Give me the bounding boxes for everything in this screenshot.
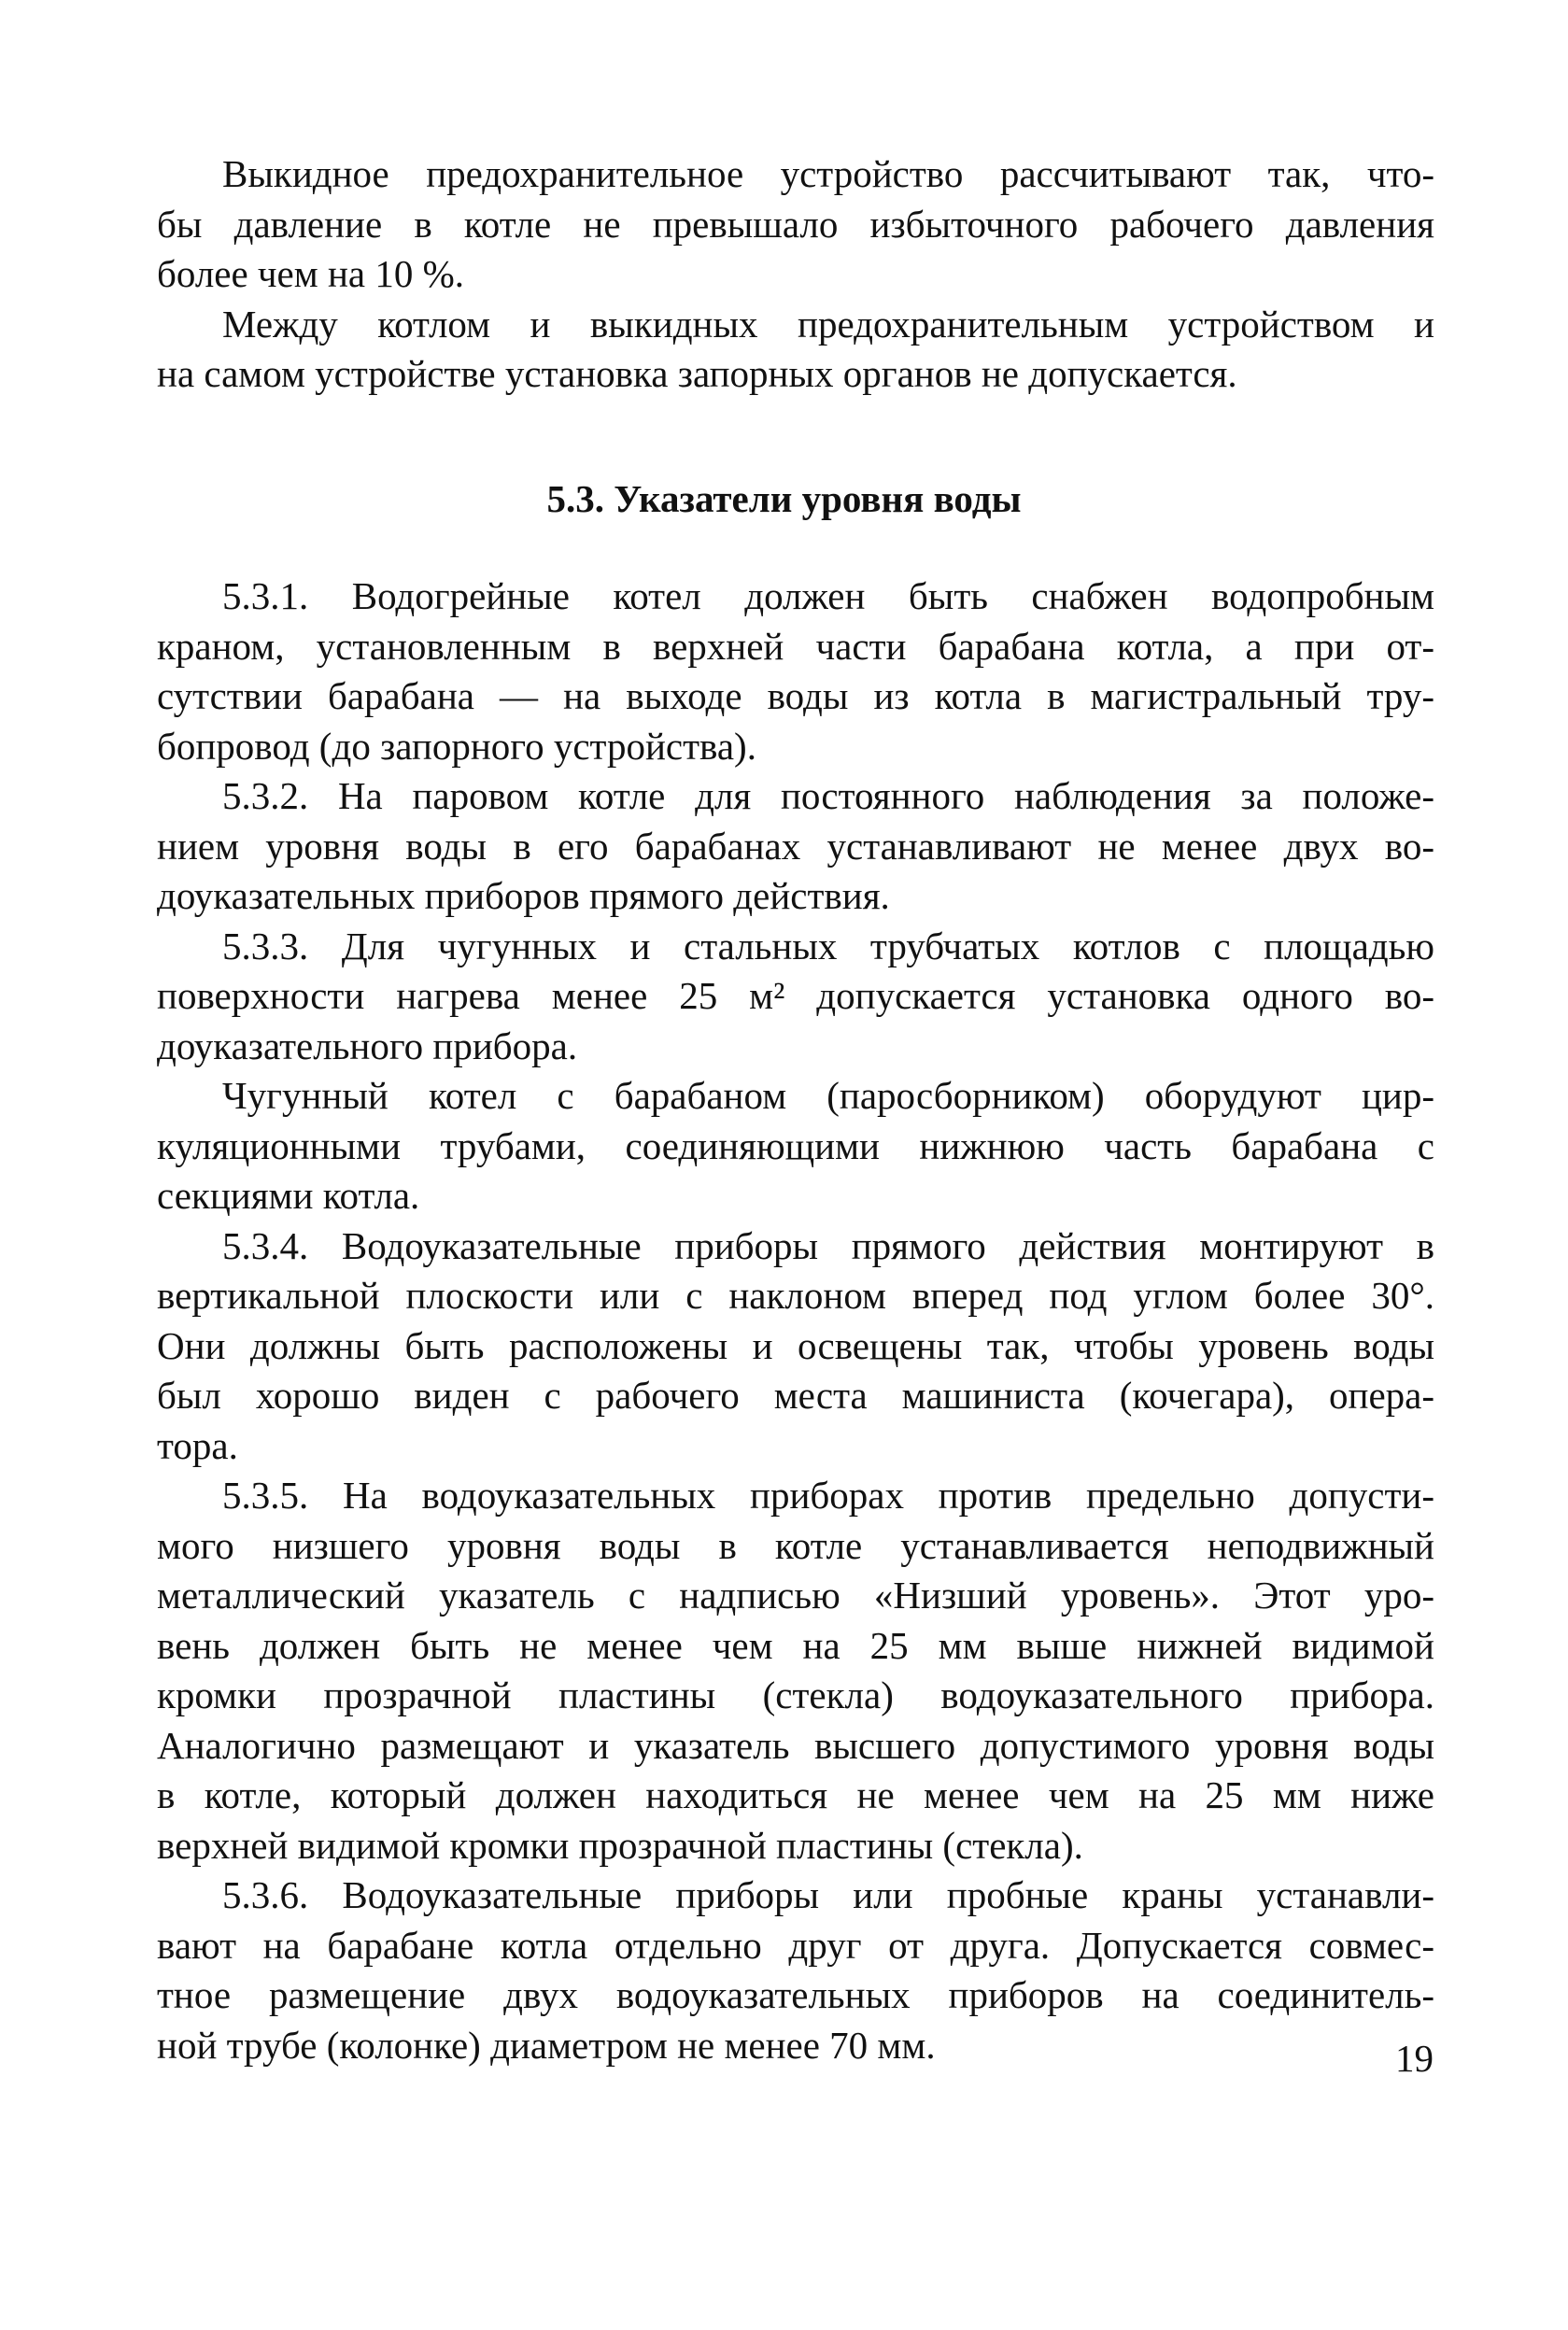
text-line: верхней видимой кромки прозрачной пластины (стекла).: [157, 1823, 1083, 1867]
text-line: тора.: [157, 1423, 238, 1467]
text-line: металлический указатель с надписью «Низший уровень». Этот уро-: [157, 1574, 1434, 1617]
text-line: мого низшего уровня воды в котле устанавливается неподвижный: [157, 1523, 1434, 1567]
text-line: вень должен быть не менее чем на 25 мм выше нижней видимой: [157, 1623, 1434, 1667]
text-line: Они должны быть расположены и освещены так, чтобы уровень воды: [157, 1323, 1434, 1367]
paragraph: [157, 1071, 1434, 1221]
page-number: 19: [1395, 2037, 1434, 2080]
section-body: [157, 572, 1434, 2070]
text-line: 5.3.6. Водоуказательные приборы или пробные краны устанавли-: [222, 1873, 1434, 1916]
paragraph: [157, 922, 1434, 1072]
text-line: 5.3.5. На водоуказательных приборах против предельно допусти-: [222, 1474, 1434, 1517]
paragraph: [157, 149, 1434, 300]
text-line: 5.3.2. На паровом котле для постоянного наблюдения за положе-: [222, 774, 1434, 817]
text-line: сутствии барабана — на выходе воды из котла в магистральный тру-: [157, 674, 1434, 717]
text-line: Аналогично размещают и указатель высшего допустимого уровня воды: [157, 1723, 1434, 1767]
paragraph: [157, 1221, 1434, 1472]
text-line: краном, установленным в верхней части барабана котла, а при от-: [157, 624, 1434, 668]
text-line: бопровод (до запорного устройства).: [157, 724, 756, 768]
paragraph: [157, 1471, 1434, 1871]
text-line: нием уровня воды в его барабанах устанавливают не менее двух во-: [157, 824, 1434, 868]
text-line: на самом устройстве установка запорных органов не допускается.: [157, 352, 1237, 395]
text-line: вают на барабане котла отдельно друг от друга. Допускается совмес-: [157, 1923, 1434, 1967]
text-line: 5.3.3. Для чугунных и стальных трубчатых котлов с площадью: [222, 924, 1434, 967]
text-line: 5.3.4. Водоуказательные приборы прямого действия монтируют в: [222, 1223, 1434, 1267]
text-line: Чугунный котел с барабаном (паросборником) оборудуют цир-: [222, 1074, 1434, 1117]
text-line: поверхности нагрева менее 25 м² допускается установка одного во-: [157, 974, 1434, 1017]
text-line: вертикальной плоскости или с наклоном вперед под углом более 30°.: [157, 1274, 1434, 1317]
text-line: доуказательного прибора.: [157, 1024, 578, 1067]
paragraph: [157, 300, 1434, 400]
text-line: секциями котла.: [157, 1174, 420, 1217]
text-line: Между котлом и выкидных предохранительным устройством и: [222, 302, 1434, 346]
text-line: бы давление в котле не превышало избыточного рабочего давления: [157, 202, 1434, 246]
paragraph: [157, 1871, 1434, 2070]
text-line: доуказательных приборов прямого действия.: [157, 874, 890, 917]
text-line: был хорошо виден с рабочего места машиниста (кочегара), опера-: [157, 1374, 1434, 1417]
section-title: 5.3. Указатели уровня воды: [546, 477, 1022, 520]
text-line: более чем на 10 %.: [157, 252, 464, 295]
text-line: тное размещение двух водоуказательных приборов на соединитель-: [157, 1973, 1434, 2016]
text-line: 5.3.1. Водогрейные котел должен быть снабжен водопробным: [222, 574, 1434, 617]
paragraph: [157, 771, 1434, 922]
text-line: кромки прозрачной пластины (стекла) водоуказательного прибора.: [157, 1673, 1434, 1716]
text-line: ной трубе (колонке) диаметром не менее 70 мм.: [157, 2023, 936, 2067]
text-line: в котле, который должен находиться не менее чем на 25 мм ниже: [157, 1773, 1434, 1816]
paragraph: [157, 572, 1434, 771]
intro-text: [157, 149, 1434, 400]
text-line: куляционными трубами, соединяющими нижнюю часть барабана с: [157, 1123, 1434, 1167]
text-line: Выкидное предохранительное устройство рассчитывают так, что-: [222, 152, 1434, 195]
